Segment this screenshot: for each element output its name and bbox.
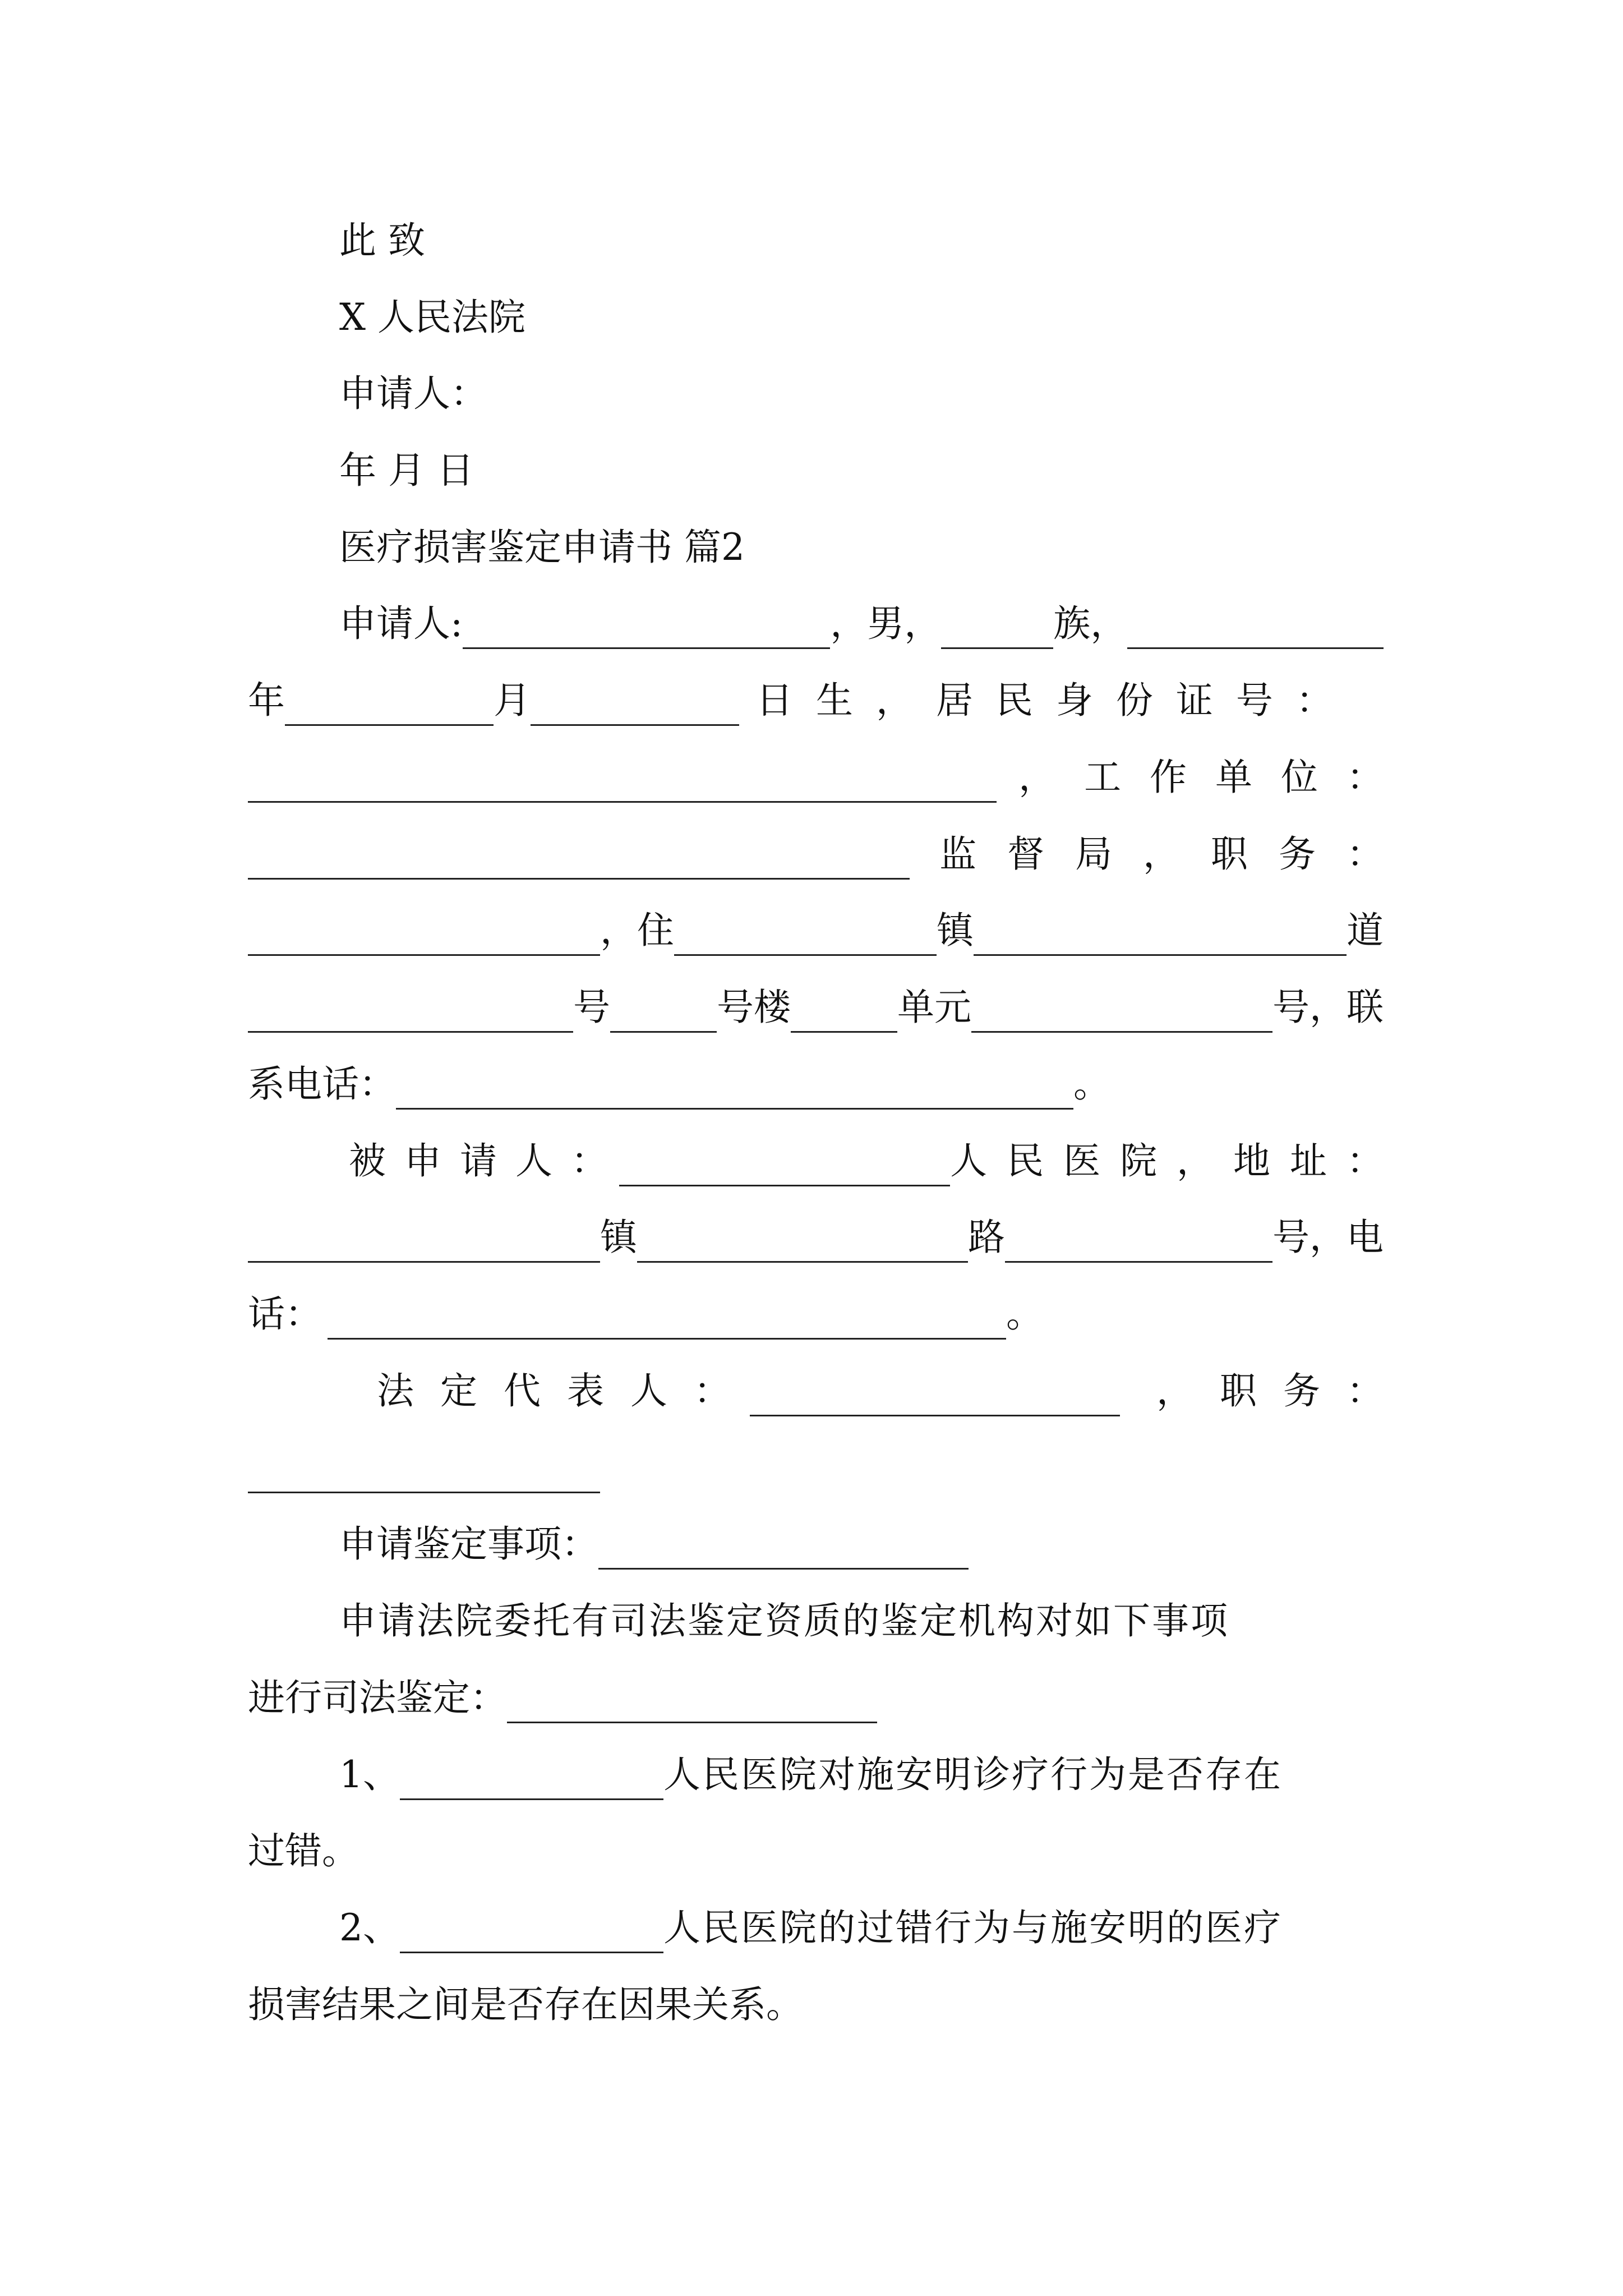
item-2-blank[interactable] [400, 1916, 663, 1953]
applicant-line-1 [339, 599, 1384, 649]
respondent-phone-tail: 号，电 [1272, 1216, 1384, 1259]
request-line-2 [248, 1673, 1384, 1723]
respondent-town-blank[interactable] [248, 1225, 600, 1263]
birth-id-text: 日 生 ， 居 民 身 份 证 号 ： [756, 679, 1333, 722]
title-blank[interactable] [248, 918, 600, 956]
item-2-number: 2、 [339, 1906, 400, 1949]
applicant-line-7 [248, 1059, 1384, 1110]
respondent-number-blank[interactable] [1005, 1225, 1272, 1263]
ethnic-text: 族， [1053, 602, 1128, 645]
hospital-blank[interactable] [619, 1149, 950, 1186]
item-1-continuation: 过错。 [248, 1829, 359, 1872]
respondent-label: 被 申 请 人 ： [349, 1139, 608, 1182]
unit-blank[interactable] [791, 995, 897, 1033]
reside-text: ，住 [600, 909, 674, 952]
reside-blank[interactable] [674, 918, 937, 956]
road-text: 道 [1347, 909, 1384, 952]
work-unit-blank[interactable] [248, 842, 910, 880]
respondent-line-1 [349, 1136, 1384, 1186]
respondent-road-text: 路 [968, 1216, 1005, 1259]
day-blank[interactable] [531, 688, 739, 726]
road-number-blank[interactable] [248, 995, 573, 1033]
legal-rep-label: 法 定 代 表 人 ： [377, 1369, 731, 1412]
street-blank[interactable] [974, 918, 1347, 956]
year-blank[interactable] [285, 688, 494, 726]
applicant-label: 申请人: [339, 602, 463, 645]
phone-label: 系电话： [248, 1062, 396, 1106]
salutation: 此 致 [339, 219, 425, 262]
bureau-title-text: 监 督 局 ， 职 务 ： [939, 832, 1384, 876]
applicant-line-5 [248, 905, 1384, 956]
legal-rep-title-blank[interactable] [248, 1456, 600, 1493]
items-label: 申请鉴定事项： [339, 1522, 598, 1566]
items-label-line [339, 1519, 1384, 1570]
date-line: 年 月 日 [339, 449, 474, 492]
ethnic-blank[interactable] [941, 611, 1053, 649]
legal-rep-title-text: ， 职 务 ： [1156, 1369, 1384, 1412]
id-number-blank[interactable] [248, 765, 997, 803]
month-text: 月 [494, 679, 531, 722]
contact-tail-text: 号，联 [1272, 986, 1384, 1029]
legal-rep-blank[interactable] [750, 1379, 1120, 1416]
respondent-road-blank[interactable] [637, 1225, 968, 1263]
applicant-line-3 [248, 752, 1384, 803]
section-title: 医疗损害鉴定申请书 篇2 [339, 526, 745, 569]
applicant-line-2 [248, 675, 1384, 726]
court-name: X 人民法院 [339, 296, 525, 339]
applicant-signature: 申请人： [339, 372, 487, 415]
phone-blank[interactable] [396, 1072, 1073, 1110]
respondent-phone-label: 话： [248, 1292, 322, 1336]
applicant-line-4 [248, 829, 1384, 880]
respondent-town-text: 镇 [600, 1216, 637, 1259]
building-blank[interactable] [610, 995, 717, 1033]
item-2-line [339, 1903, 1384, 1953]
unit-text: 单元 [897, 986, 971, 1029]
respondent-line-2 [248, 1212, 1384, 1263]
room-blank[interactable] [971, 995, 1272, 1033]
request-line-1: 申请法院委托有司法鉴定资质的鉴定机构对如下事项 [339, 1599, 1229, 1642]
respondent-phone-blank[interactable] [328, 1302, 1006, 1340]
building-text: 号楼 [717, 986, 791, 1029]
items-blank[interactable] [598, 1532, 969, 1570]
item-2-text: 人民医院的过错行为与施安明的医疗 [663, 1906, 1283, 1949]
item-1-blank[interactable] [400, 1763, 663, 1800]
respondent-period: 。 [1006, 1292, 1043, 1336]
year-text: 年 [248, 679, 285, 722]
item-1-text: 人民医院对施安明诊疗行为是否存在 [663, 1753, 1283, 1796]
work-unit-text: ， 工 作 单 位 ： [1018, 756, 1384, 799]
number-text: 号 [573, 986, 610, 1029]
gender-text: ，男， [830, 602, 942, 645]
name-blank[interactable] [463, 611, 830, 649]
item-1-number: 1、 [339, 1753, 400, 1796]
hospital-text: 人 民 医 院 ， 地 址 ： [950, 1139, 1384, 1182]
town-text: 镇 [937, 909, 974, 952]
item-2-continuation: 损害结果之间是否存在因果关系。 [248, 1983, 803, 2026]
request-blank[interactable] [507, 1686, 877, 1723]
legal-rep-title-line [248, 1443, 1384, 1493]
birth-year-blank[interactable] [1127, 611, 1384, 649]
respondent-line-3 [248, 1289, 1384, 1340]
item-1-line [339, 1750, 1384, 1800]
legal-rep-line [377, 1366, 1384, 1416]
applicant-line-6 [248, 982, 1384, 1033]
request-line-2-text: 进行司法鉴定： [248, 1676, 507, 1719]
period: 。 [1073, 1062, 1110, 1106]
